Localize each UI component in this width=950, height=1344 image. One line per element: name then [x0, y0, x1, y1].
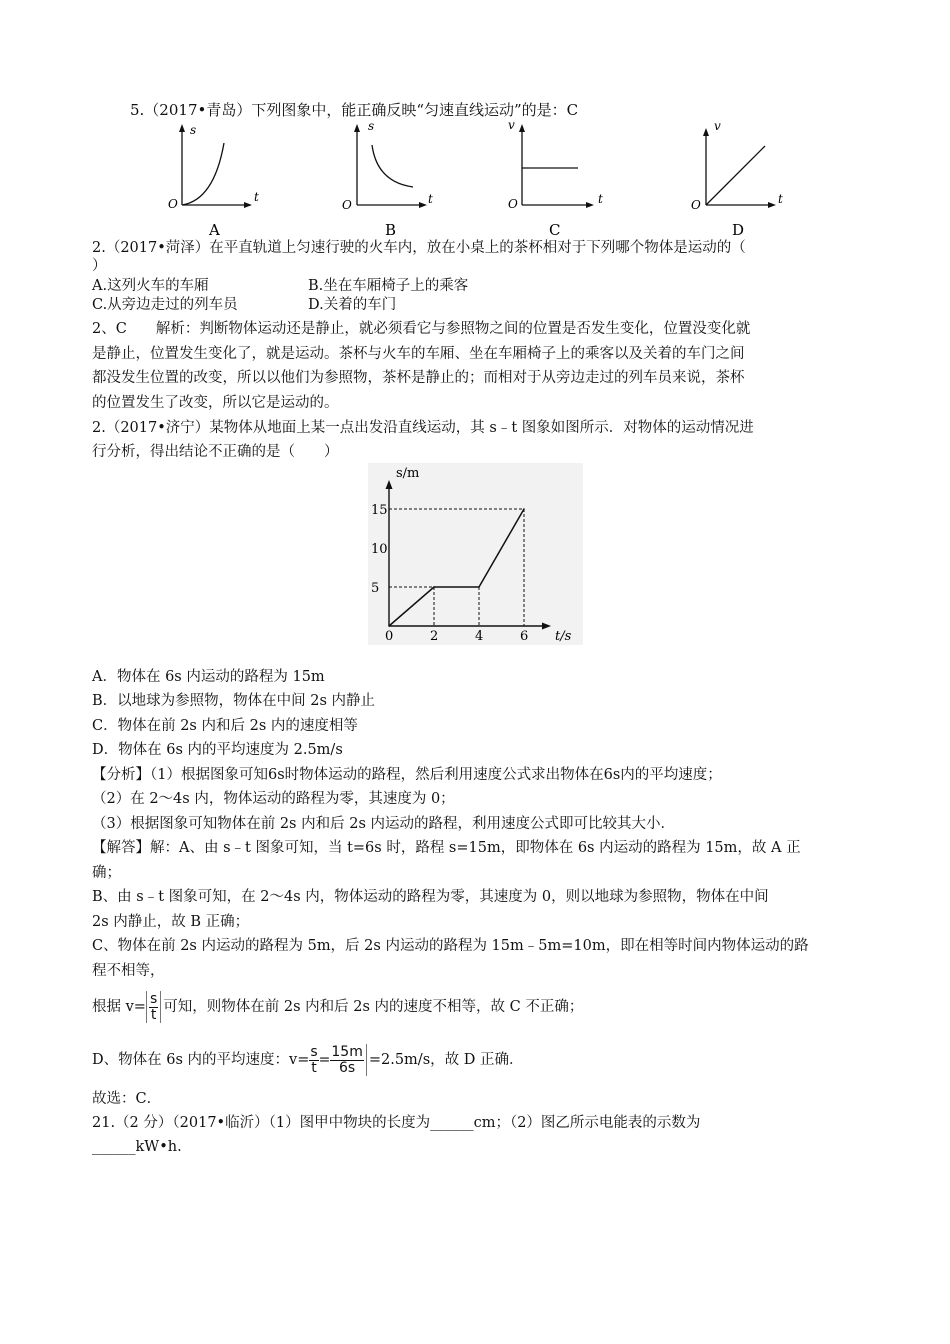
graph-a-origin: O [168, 197, 178, 211]
sol7-denominator: t [150, 1006, 157, 1023]
q2b-option-a: A．物体在 6s 内运动的路程为 15m [92, 669, 325, 685]
q2b-solution-2: 确； [92, 865, 121, 881]
st-point-1 [433, 586, 435, 588]
q2b-solution-3: B、由 s﹣t 图象可知，在 2～4s 内，物体运动的路程为零，其速度为 0，则以地球为参照物，物体在中间 [92, 889, 769, 905]
sol7-prefix: 根据 v= [92, 999, 146, 1015]
x-tick-4: 4 [475, 629, 484, 644]
q21-line-2: ______kW•h. [92, 1139, 182, 1155]
sol7-fraction [149, 992, 158, 1023]
sol8-denominator-2: 6s [339, 1059, 356, 1076]
q5-graphs [0, 0, 950, 245]
graph-d-ylabel: v [714, 119, 721, 133]
q2b-option-d: D．物体在 6s 内的平均速度为 2.5m/s [92, 742, 343, 758]
q2a-answer-4: 的位置发生了改变，所以它是运动的。 [92, 395, 339, 411]
graph-c-letter: C [549, 221, 561, 239]
sol8-fraction-1 [309, 1045, 318, 1076]
q2b-analysis-1: 【分析】（1）根据图象可知6s时物体运动的路程，然后利用速度公式求出物体在6s内的平均速度； [92, 767, 722, 783]
sol8-denominator-1: t [311, 1059, 317, 1076]
y-tick-5: 5 [371, 581, 380, 596]
graph-d-letter: D [732, 221, 745, 239]
graph-c [508, 118, 603, 239]
graph-b-xlabel: t [428, 192, 433, 206]
graph-b-ylabel: s [368, 119, 375, 133]
x-tick-6: 6 [520, 629, 529, 644]
x-tick-2: 2 [430, 629, 439, 644]
q2b-solution-6: 程不相等， [92, 963, 165, 979]
sol8-numerator-2: 15m [331, 1043, 363, 1060]
q21-line-1: 21.（2 分）（2017•临沂）（1）图甲中物块的长度为______cm；（2）图乙所示电能表的示数为 [92, 1115, 701, 1131]
q2b-analysis-2: （2）在 2～4s 内，物体运动的路程为零，其速度为 0； [92, 791, 455, 807]
graph-d-origin: O [691, 198, 701, 212]
y-axis-label: s/m [396, 466, 420, 481]
graph-a-xlabel: t [254, 190, 259, 204]
graph-b-curve [372, 145, 413, 187]
st-point-3 [523, 508, 525, 510]
q2b-option-c: C．物体在前 2s 内和后 2s 内的速度相等 [92, 718, 358, 734]
graph-a-letter: A [209, 221, 220, 239]
q2b-solution-8 [92, 1044, 523, 1076]
q2a-answer-2: 是静止，位置发生变化了，就是运动。茶杯与火车的车厢、坐在车厢椅子上的乘客以及关着的车门之间 [92, 346, 745, 362]
q2a-option-a: A.这列火车的车厢 [92, 278, 209, 294]
sol8-prefix: D、物体在 6s 内的平均速度：v= [92, 1052, 310, 1068]
graph-b-letter: B [385, 221, 397, 239]
sol8-suffix: =2.5m/s，故 D 正确． [368, 1052, 524, 1068]
sol8-numerator-1: s [310, 1043, 318, 1060]
q2a-answer-1: 2、C 解析：判断物体运动还是静止，就必须看它与参照物之间的位置是否发生变化，位置没变化就 [92, 321, 751, 337]
x-axis-label: t/s [555, 629, 572, 644]
q2a-stem-1: 2.（2017•菏泽）在平直轨道上匀速行驶的火车内，放在小桌上的茶杯相对于下列哪个物体是运动的（ [92, 240, 746, 256]
graph-b-origin: O [342, 198, 352, 212]
q2a-stem-2: ） [92, 258, 107, 274]
x-tick-0: 0 [385, 629, 394, 644]
y-tick-10: 10 [371, 542, 388, 557]
q2a-option-c: C.从旁边走过的列车员 [92, 297, 238, 313]
sol8-equals: = [318, 1052, 331, 1068]
y-tick-15: 15 [371, 503, 388, 518]
q2b-stem-2: 行分析，得出结论不正确的是（ ） [92, 444, 339, 460]
q2b-option-b: B．以地球为参照物，物体在中间 2s 内静止 [92, 693, 376, 709]
q2b-solution-7 [92, 991, 583, 1023]
graph-b [342, 119, 433, 239]
st-point-2 [478, 586, 480, 588]
graph-a-ylabel: s [190, 123, 197, 137]
graph-d-xlabel: t [778, 192, 783, 206]
sol7-numerator: s [149, 990, 158, 1007]
q2b-solution-9: 故选：C． [92, 1091, 162, 1107]
q2a-option-b: B.坐在车厢椅子上的乘客 [308, 278, 469, 294]
st-chart [368, 463, 583, 645]
sol8-fraction-2 [330, 1045, 363, 1076]
graph-a [168, 123, 259, 239]
graph-a-curve [182, 143, 224, 205]
sol7-suffix: 可知，则物体在前 2s 内和后 2s 内的速度不相等，故 C 不正确； [163, 999, 584, 1015]
graph-d [691, 119, 783, 239]
q5-stem: 5.（2017•青岛）下列图象中，能正确反映“匀速直线运动”的是：C [130, 101, 579, 119]
graph-c-ylabel: v [508, 118, 515, 132]
q2a-answer-3: 都没发生位置的改变，所以以他们为参照物，茶杯是静止的；而相对于从旁边走过的列车员来说，茶杯 [92, 370, 745, 386]
q2b-stem-1: 2.（2017•济宁）某物体从地面上某一点出发沿直线运动，其 s﹣t 图象如图所示．对物体的运动情况进 [92, 420, 754, 436]
q2b-solution-4: 2s 内静止，故 B 正确； [92, 914, 250, 930]
graph-c-xlabel: t [598, 192, 603, 206]
q2b-solution-1: 【解答】解：A、由 s﹣t 图象可知，当 t=6s 时，路程 s=15m，即物体在 6s 内运动的路程为 15m，故 A 正 [92, 840, 801, 856]
graph-d-line [706, 146, 765, 205]
q2a-option-d: D.关着的车门 [308, 297, 397, 313]
graph-c-origin: O [508, 197, 518, 211]
q2b-analysis-3: （3）根据图象可知物体在前 2s 内和后 2s 内运动的路程，利用速度公式即可比较其大小． [92, 816, 675, 832]
q2b-solution-5: C、物体在前 2s 内运动的路程为 5m，后 2s 内运动的路程为 15m﹣5m=10m，即在相等时间内物体运动的路 [92, 938, 809, 954]
st-point-0 [388, 625, 390, 627]
